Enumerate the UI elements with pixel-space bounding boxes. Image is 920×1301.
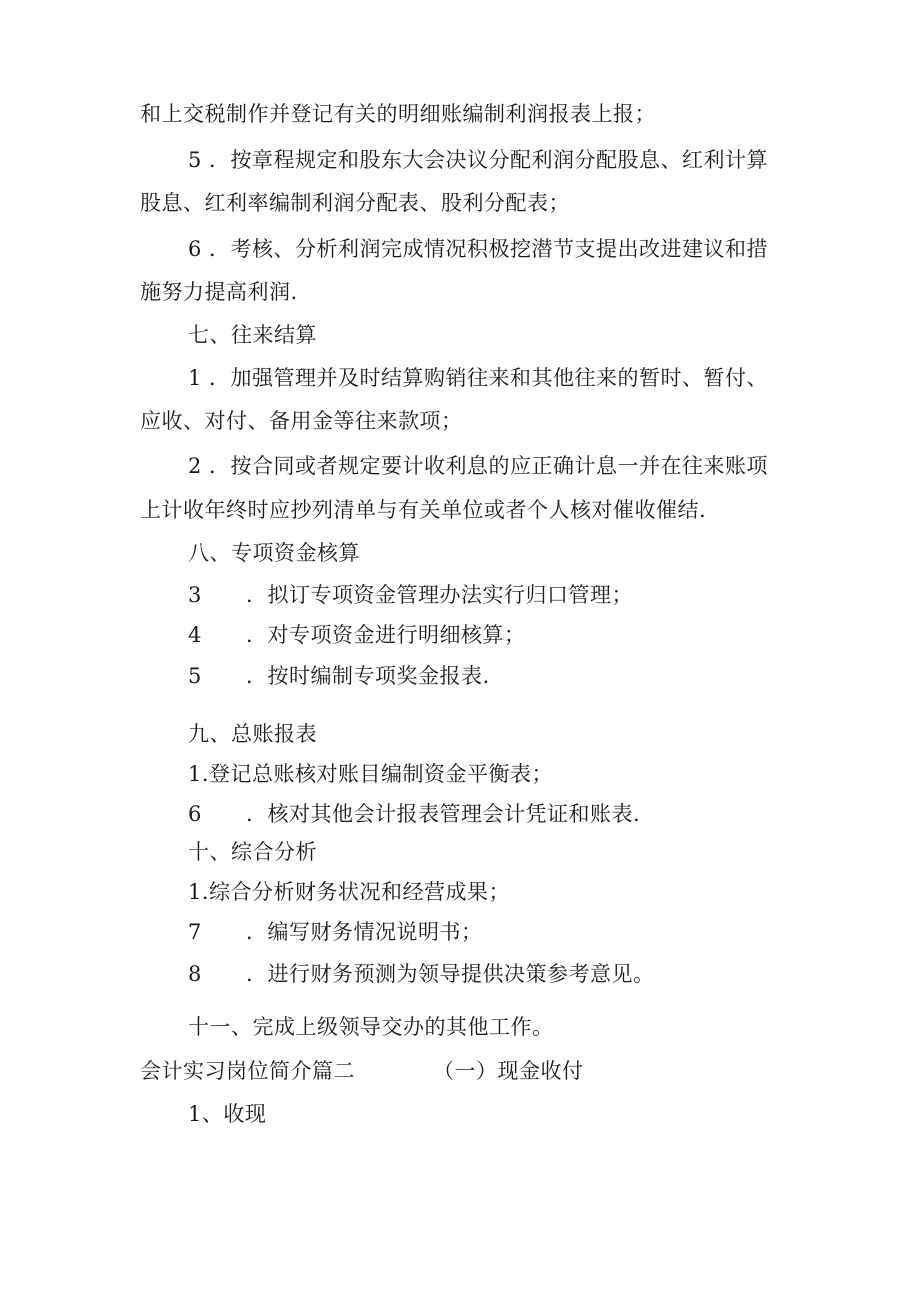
list-item-text: ．按时编制专项奖金报表. [246, 664, 490, 688]
paragraph-line: 6 ．考核、分析利润完成情况积极挖潜节支提出改进建议和措 [188, 237, 769, 261]
paragraph-line: 5 ．按章程规定和股东大会决议分配利润分配股息、红利计算 [188, 148, 769, 172]
section-heading: 十、综合分析 [188, 840, 317, 864]
paragraph-line: 施努力提高利润. [140, 280, 298, 304]
list-item: 1、收现 [188, 1102, 267, 1126]
list-item-number: 6 [188, 802, 202, 826]
section-heading: 七、往来结算 [188, 323, 317, 347]
paragraph-line: 股息、红利率编制利润分配表、股利分配表； [140, 191, 570, 215]
section-heading: 十一、完成上级领导交办的其他工作。 [188, 1015, 554, 1039]
list-item-text: ．核对其他会计报表管理会计凭证和账表. [246, 802, 641, 826]
list-item [188, 800, 640, 828]
list-item: 1.登记总账核对账目编制资金平衡表； [188, 762, 554, 786]
list-item [188, 662, 490, 690]
paragraph-line: 1 ．加强管理并及时结算购销往来和其他往来的暂时、暂付、 [188, 366, 769, 390]
list-item [188, 918, 483, 946]
list-item: 1.综合分析财务状况和经营成果； [188, 880, 511, 904]
part-subtitle: （一）现金收付 [433, 1059, 584, 1083]
paragraph-line: 应收、对付、备用金等往来款项； [140, 409, 463, 433]
paragraph-line: 和上交税制作并登记有关的明细账编制利润报表上报； [140, 102, 656, 126]
list-item-number: 7 [188, 920, 202, 944]
list-item-text: ．拟订专项资金管理办法实行归口管理； [246, 583, 633, 607]
list-item-text: ．对专项资金进行明细核算； [246, 623, 526, 647]
list-item-number: 4 [188, 623, 202, 647]
part-title: 会计实习岗位简介篇二 [140, 1059, 355, 1083]
paragraph-line: 2 ．按合同或者规定要计收利息的应正确计息一并在往来账项 [188, 454, 769, 478]
section-heading: 八、专项资金核算 [188, 541, 360, 565]
list-item-number: 5 [188, 664, 202, 688]
list-item [188, 581, 633, 609]
list-item-number: 3 [188, 583, 202, 607]
paragraph-line: 上计收年终时应抄列清单与有关单位或者个人核对催收催结. [140, 498, 707, 522]
list-item [188, 621, 526, 649]
section-heading: 九、总账报表 [188, 722, 317, 746]
part-heading-line [140, 1057, 584, 1085]
list-item [188, 960, 655, 988]
list-item-number: 8 [188, 962, 202, 986]
list-item-text: ．编写财务情况说明书； [246, 920, 483, 944]
list-item-text: ．进行财务预测为领导提供决策参考意见。 [246, 962, 655, 986]
